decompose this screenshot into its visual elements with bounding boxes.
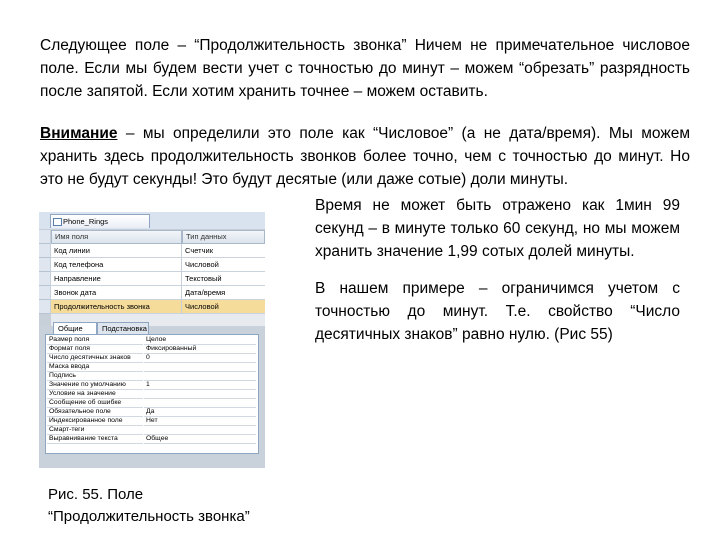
row-selector[interactable] [39, 244, 50, 258]
property-value[interactable]: Нет [144, 417, 256, 426]
caption-line-2: “Продолжительность звонка” [48, 508, 250, 525]
row-selector[interactable] [39, 258, 50, 272]
property-name[interactable]: Маска ввода [47, 363, 143, 372]
property-value[interactable]: Целое [144, 336, 256, 345]
access-table-design-screenshot [39, 212, 265, 468]
property-value[interactable]: 1 [144, 381, 256, 390]
property-value[interactable]: Фиксированный [144, 345, 256, 354]
document-tab-label: Phone_Rings [63, 217, 109, 226]
property-name[interactable]: Число десятичных знаков [47, 354, 143, 363]
property-value[interactable]: Общее [144, 435, 256, 444]
row-selector[interactable] [39, 272, 50, 286]
property-value[interactable] [144, 399, 256, 408]
property-value[interactable] [144, 372, 256, 381]
row-selector[interactable] [39, 300, 50, 314]
tab-lookup[interactable]: Подстановка [97, 322, 149, 335]
paragraph-example-note: В нашем примере – ограничимся учетом с точностью до минут. Т.е. свойство “Число десятичных знаков” равно нулю. (Рис 55) [315, 280, 680, 343]
figure-caption [48, 484, 250, 528]
property-value[interactable] [144, 426, 256, 435]
property-name[interactable]: Обязательное поле [47, 408, 143, 417]
property-name[interactable]: Формат поля [47, 345, 143, 354]
document-tab[interactable] [50, 214, 150, 228]
property-value[interactable]: 0 [144, 354, 256, 363]
field-name-cell[interactable]: Код телефона [51, 258, 181, 272]
property-name[interactable]: Условие на значение [47, 390, 143, 399]
field-name-cell[interactable]: Звонок дата [51, 286, 181, 300]
tab-general[interactable]: Общие [53, 322, 97, 335]
paragraph-time-note: Время не может быть отражено как 1мин 99 секунд – в минуте только 60 секунд, но мы можем хранить значение 1,99 сотых долей минуты. [315, 197, 680, 260]
caption-line-1: Рис. 55. Поле [48, 486, 144, 503]
property-name[interactable]: Подпись [47, 372, 143, 381]
paragraph-attention [40, 122, 690, 191]
property-name[interactable]: Значение по умолчанию [47, 381, 143, 390]
field-type-cell[interactable]: Дата/время [182, 286, 265, 300]
table-icon [53, 218, 62, 226]
header-field-name: Имя поля [51, 230, 182, 244]
paragraph-intro: Следующее поле – “Продолжительность звонка” Ничем не примечательное числовое поле. Если мы будем вести учет с точностью до минут – можем “обрезать” разрядность после запятой. Если хотим хранить точнее – можем оставить. [40, 37, 690, 100]
field-type-cell[interactable]: Числовой [182, 258, 265, 272]
property-value[interactable] [144, 390, 256, 399]
attention-text: – мы определили это поле как “Числовое” (а не дата/время). Мы можем хранить здесь продолжительность звонков более точно, чем с точностью до минут. Но это не будут секунды! Это будут десятые (или даже сотые) доли минуты. [40, 125, 690, 188]
field-name-cell[interactable]: Продолжительность звонка [51, 300, 181, 314]
property-value[interactable] [144, 363, 256, 372]
property-name[interactable]: Смарт-теги [47, 426, 143, 435]
property-name[interactable]: Индексированное поле [47, 417, 143, 426]
header-row-selector [39, 230, 50, 244]
attention-label: Внимание [40, 125, 118, 142]
property-name[interactable]: Сообщение об ошибке [47, 399, 143, 408]
field-type-cell[interactable]: Текстовый [182, 272, 265, 286]
field-name-cell[interactable]: Направление [51, 272, 181, 286]
field-type-cell[interactable]: Числовой [182, 300, 265, 314]
field-name-cell[interactable]: Код линии [51, 244, 181, 258]
property-name[interactable]: Размер поля [47, 336, 143, 345]
property-value[interactable]: Да [144, 408, 256, 417]
property-name[interactable]: Выравнивание текста [47, 435, 143, 444]
header-data-type: Тип данных [182, 230, 265, 244]
field-type-cell[interactable]: Счетчик [182, 244, 265, 258]
row-selector[interactable] [39, 286, 50, 300]
